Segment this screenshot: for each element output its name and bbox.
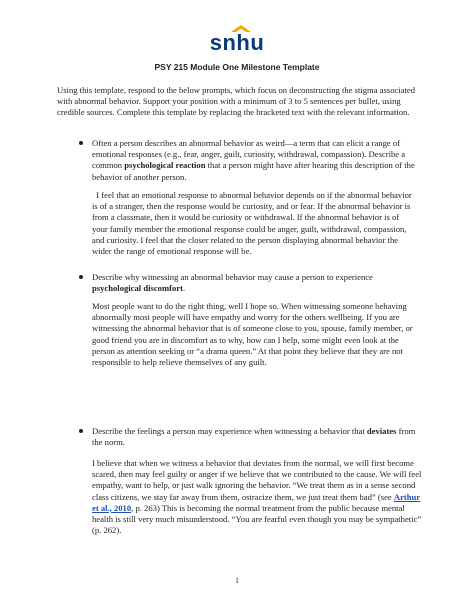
bullet-icon xyxy=(79,141,83,145)
logo-roof-mark xyxy=(231,25,251,32)
citation-link[interactable]: Arthur et al., 2010 xyxy=(92,491,421,513)
page-number: 1 xyxy=(235,576,239,585)
bullet-prompt-2: Describe why witnessing an abnormal behavior may cause a person to experience psychological discomfort. xyxy=(92,272,373,294)
bullet-icon xyxy=(79,429,83,433)
bullet-prompt-3: Describe the feelings a person may experience when witnessing a behavior that deviates from the norm. xyxy=(92,426,416,448)
intro-paragraph: Using this template, respond to the below prompts, which focus on deconstructing the stigma associated with abnormal behavior. Support your position with a minimum of 3 to 5 sentences per bullet, using credible sources. Complete this template by replacing the bracketed text with the relevant information. xyxy=(57,85,416,118)
bullet-icon xyxy=(79,275,83,279)
snhu-logo xyxy=(0,32,474,55)
bullet-answer-2: Most people want to do the right thing, well I hope so. When witnessing someone behaving abnormally most people will have empathy and worry for the others wellbeing. If you are witnessing the abnormal behavior that is of someone close to you, spouse, family member, or good friend you are in discomfort as to why, how can I help, some might even look at the person as attention seeking or “a drama queen.” At that point they believe that they are not responsible to help relieve themselves of any guilt. xyxy=(92,301,413,368)
bullet-answer-1: I feel that an emotional response to abnormal behavior depends on if the abnormal behavior is of a stranger, then the response would be curiosity, and or fear. If the abnormal behavior is from a classmate, then it would be curiosity or withdrawal. If the abnormal behavior is of your family member the emotional response could be anger, guilt, withdrawal, compassion, and curiosity. I feel that the closer related to the person displaying abnormal behavior the wider the range of emotional response will be. xyxy=(92,190,412,257)
bullet-answer-3: I believe that when we witness a behavior that deviates from the normal, we will first become scared, then may feel guilty or anger if we believe that we contributed to the cause. We will feel empathy, want to help, or just walk ignoring the behavior. “We treat them as in a sense second class citizens, we stay far away from them, ostracize them, we just treat them bad” (see Arthur et al., 2010, p. 263) This is becoming the normal treatment from the public because mental health is still very much misunderstood. “You are fearful even though you may be sympathetic” (p. 262). xyxy=(92,458,422,536)
bullet-prompt-1: Often a person describes an abnormal behavior as weird—a term that can elicit a range of emotional responses (e.g., fear, anger, guilt, curiosity, withdrawal, compassion). Describe a common psychological reaction that a person might have after hearing this description of the behavior of another person. xyxy=(92,138,415,182)
logo-text: snhu xyxy=(209,30,265,55)
document-title: PSY 215 Module One Milestone Template xyxy=(154,62,320,72)
